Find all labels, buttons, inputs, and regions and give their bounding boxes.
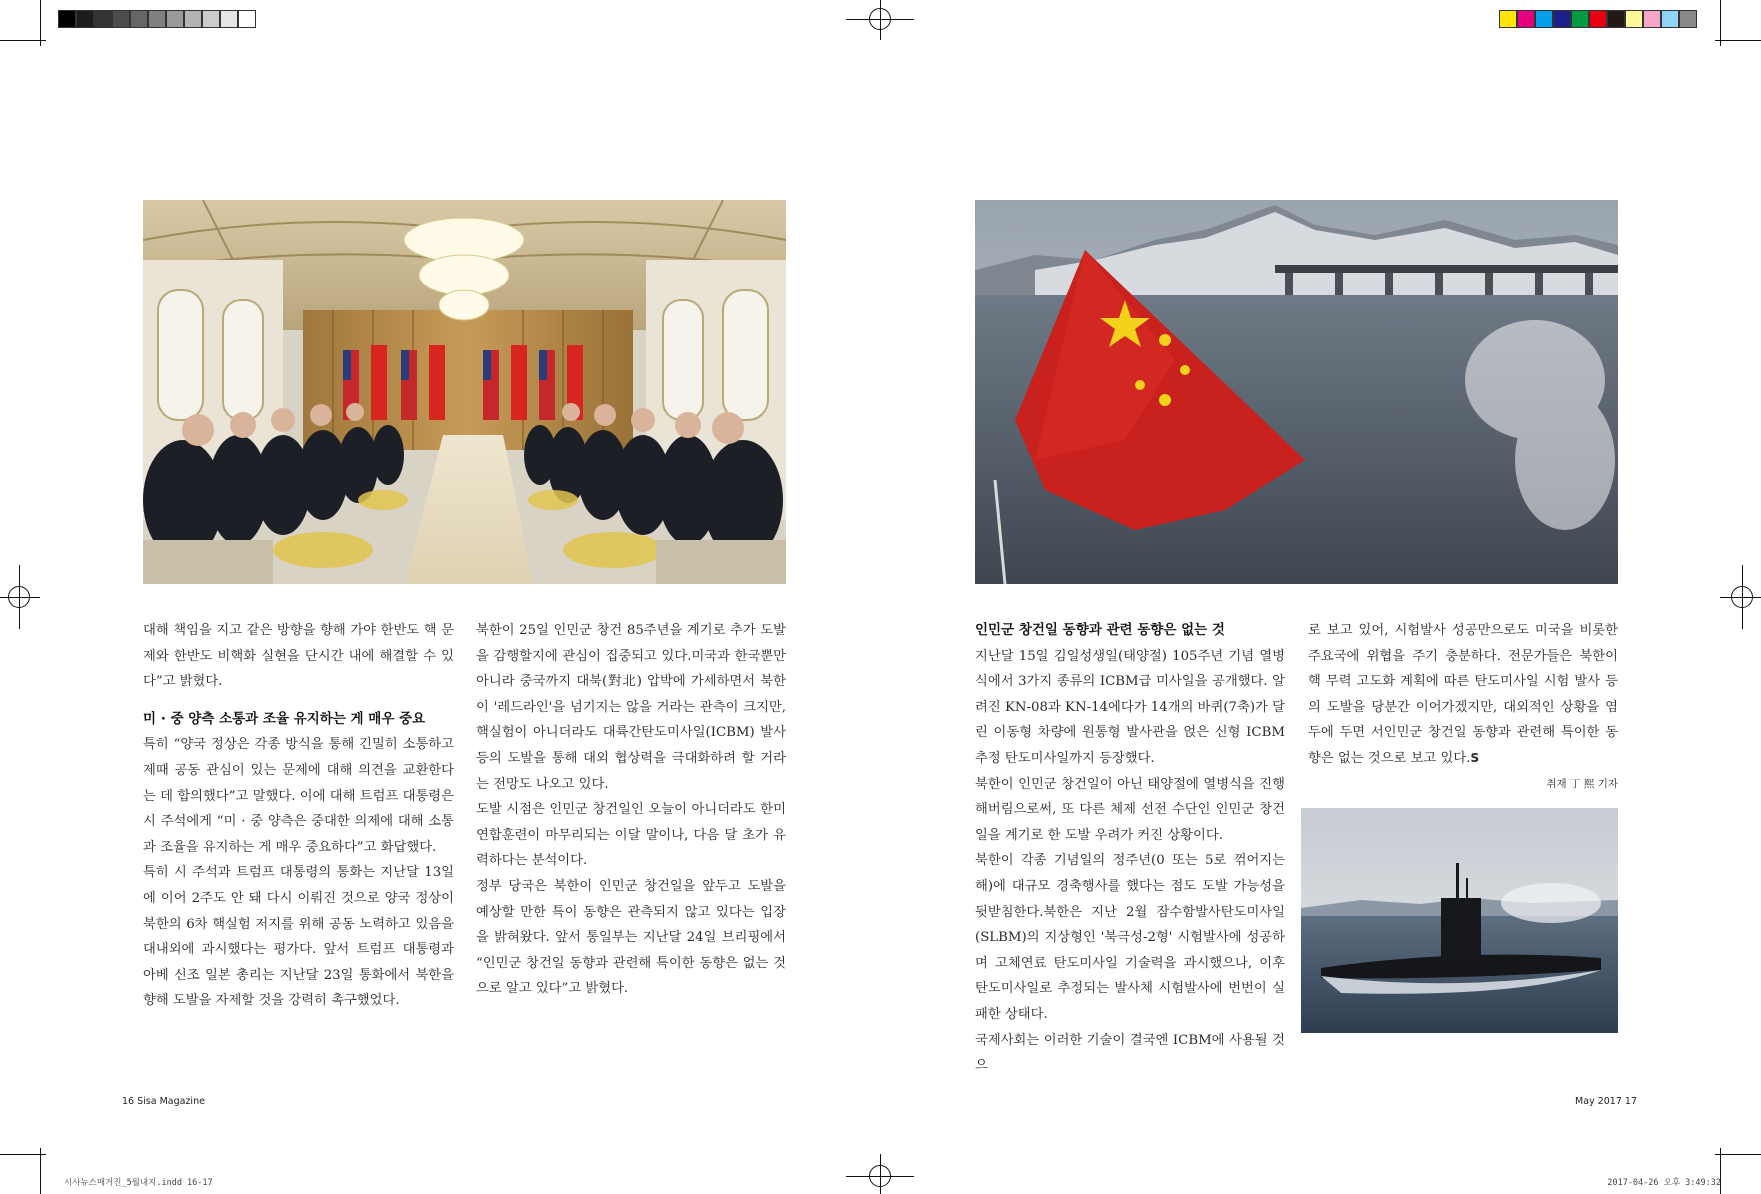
submarine-at-sea-photo xyxy=(1301,808,1618,1033)
paragraph: 지난달 15일 김일성생일(태양절) 105주년 기념 열병식에서 3가지 종류의 ICBM급 미사일을 공개했다. 알려진 KN-08과 KN-14에다가 14개의 바퀴(7축)가 달린 이동형 차량에 원통형 발사관을 얹은 신형 ICBM 추정 탄도미사일까지 등장했다. xyxy=(975,648,1285,766)
end-mark: S xyxy=(1470,750,1480,765)
article-column-2 xyxy=(476,618,786,1002)
paragraph: 북한이 25일 인민군 창건 85주년을 계기로 추가 도발을 감행할지에 관심이 집중되고 있다.미국과 한국뿐만 아니라 중국까지 대북(對北) 압박에 가세하면서 북한이 '레드라인'을 넘기지는 않을 거라는 관측이 크지만, 핵실험이 아니더라도 대륙간탄도미사일(ICBM) 발사 등의 도발을 통해 대외 협상력을 극대화하려 할 거라는 전망도 나오고 있다. xyxy=(476,623,786,792)
section-heading: 인민군 창건일 동향과 관련 동향은 없는 것 xyxy=(975,622,1225,638)
file-slug: 시사뉴스매거진_5월내지.indd 16-17 xyxy=(64,1178,213,1188)
paragraph: 국제사회는 이러한 기술이 결국엔 ICBM에 사용될 것으 xyxy=(975,1032,1285,1074)
article-column-1 xyxy=(143,618,454,1014)
byline: 취재 丁 熙 기자 xyxy=(1546,777,1618,790)
paragraph: 도발 시점은 인민군 창건일인 오늘이 아니더라도 한미연합훈련이 마무리되는 이달 말이나, 다음 달 초가 유력하다는 분석이다. xyxy=(476,802,786,869)
summit-meeting-photo xyxy=(143,200,786,584)
process-color-bar xyxy=(1499,10,1697,28)
paragraph: 특히 시 주석과 트럼프 대통령의 통화는 지난달 13일에 이어 2주도 안 돼 다시 이뤄진 것으로 양국 정상이 북한의 6차 핵실험 저지를 위해 공동 노력하고 있음을 대내외에 과시했다는 평가다. 앞서 트럼프 대통령과 아베 신조 일본 총리는 지난달 23일 통화에서 북한을 향해 도발을 자제할 것을 강력히 촉구했었다. xyxy=(143,865,454,1009)
article-column-4 xyxy=(1308,618,1618,797)
paragraph xyxy=(1308,618,1618,772)
section-heading: 미 · 중 양측 소통과 조율 유지하는 게 매우 중요 xyxy=(143,710,426,727)
right-page-folio: May 2017 17 xyxy=(1575,1096,1637,1107)
paragraph: 북한이 각종 기념일의 정주년(0 또는 5로 꺾어지는 해)에 대규모 경축행사를 했다는 점도 도발 가능성을 뒷받침한다.북한은 지난 2월 잠수함발사탄도미사일(SLBM)의 지상형인 '북극성-2형' 시험발사에 성공하며 고체연료 탄도미사일 기술력을 과시했으나, 이후 탄도미사일로 추정되는 발사체 시험발사에 번번이 실패한 상태다. xyxy=(975,853,1285,1022)
paragraph-text: 로 보고 있어, 시험발사 성공만으로도 미국을 비롯한 주요국에 위협을 주기 충분하다. 전문가들은 북한이 핵 무력 고도화 계획에 따른 탄도미사일 시험 발사 등의 도발을 당분간 이어가겠지만, 대외적인 상황을 염두에 두면 서인민군 창건일 동향과 관련해 특이한 동향은 없는 것으로 보고 있다. xyxy=(1308,623,1618,766)
article-column-3 xyxy=(975,618,1285,1079)
paragraph: 특히 “양국 정상은 각종 방식을 통해 긴밀히 소통하고 제때 공동 관심이 있는 문제에 대해 의견을 교환한다는 데 합의했다”고 말했다. 이에 대해 트럼프 대통령은 시 주석에게 “미 · 중 양측은 중대한 의제에 대해 소통과 조율을 유지하는 게 매우 중요하다”고 화답했다. xyxy=(143,737,454,855)
paragraph: 북한이 인민군 창건일이 아닌 태양절에 열병식을 진행해버림으로써, 또 다른 체제 선전 수단인 인민군 창건일을 계기로 한 도발 우려가 커진 상황이다. xyxy=(975,776,1285,843)
left-page-folio: 16 Sisa Magazine xyxy=(122,1096,205,1107)
chinese-flag-river-bridge-photo xyxy=(975,200,1618,584)
paragraph: 대해 책임을 지고 같은 방향을 향해 가야 한반도 핵 문제와 한반도 비핵화 실현을 단시간 내에 해결할 수 있다”고 밝혔다. xyxy=(143,623,454,690)
print-timestamp: 2017-04-26 오후 3:49:32 xyxy=(1607,1178,1721,1188)
gray-color-bar xyxy=(58,10,256,28)
paragraph: 정부 당국은 북한이 인민군 창건일을 앞두고 도발을 예상할 만한 특이 동향은 관측되지 않고 있다는 입장을 밝혀왔다. 앞서 통일부는 지난달 24일 브리핑에서 “인민군 창건일 동향과 관련해 특이한 동향은 없는 것으로 알고 있다”고 밝혔다. xyxy=(476,878,786,997)
